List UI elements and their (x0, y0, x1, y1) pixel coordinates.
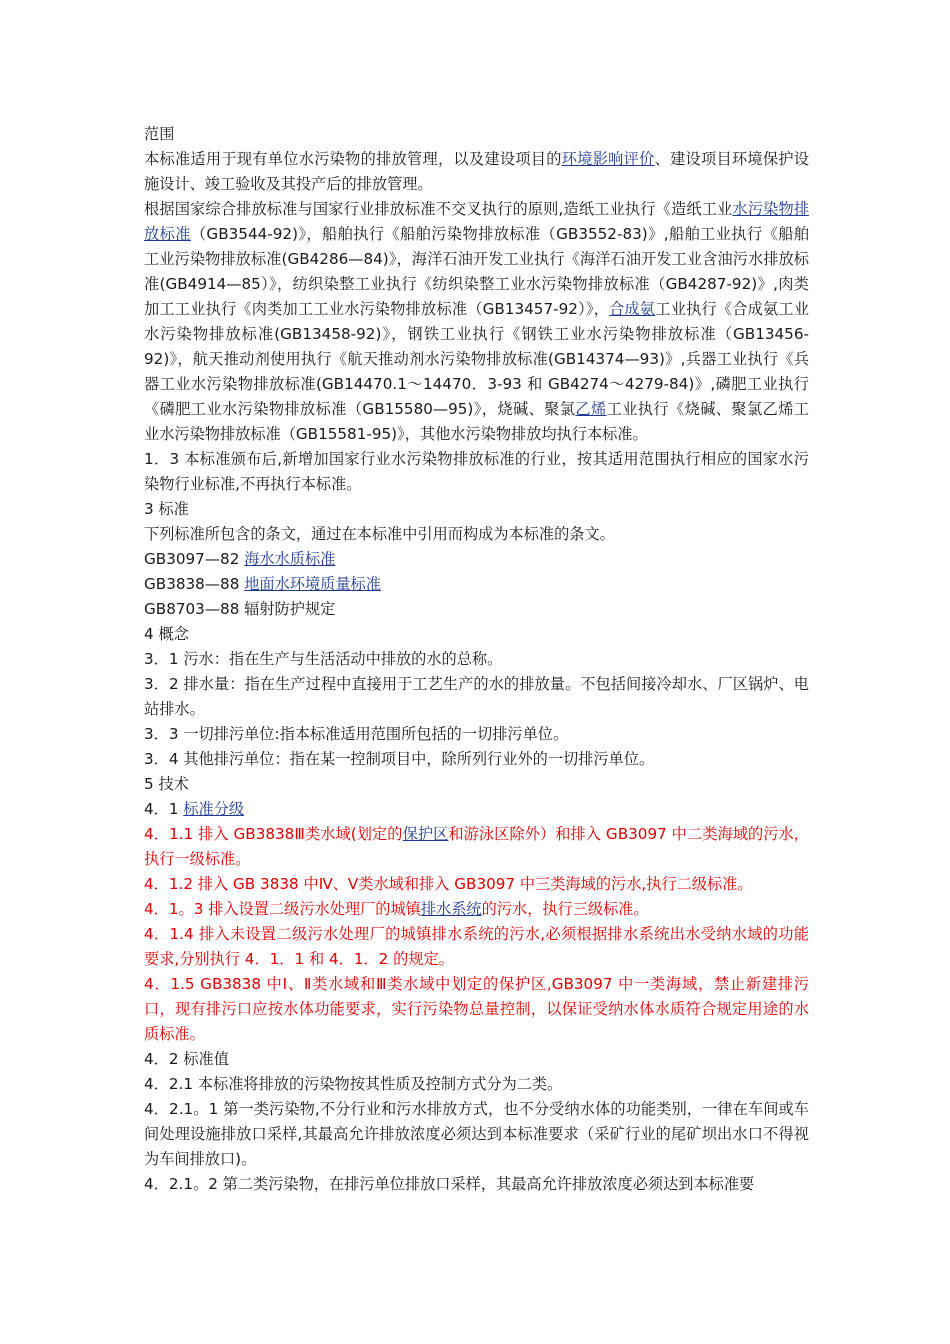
text-span: GB3838—88 (144, 575, 245, 593)
link-ammonia[interactable]: 合成氨 (609, 300, 656, 318)
text-span: 4．1 (144, 800, 184, 818)
text-span: GB3097—82 (144, 550, 245, 568)
clause-4-1-5: 4．1.5 GB3838 中Ⅰ、Ⅱ类水域和Ⅲ类水域中划定的保护区,GB3097 中一类海域，禁止新建排污口，现有排污口应按水体功能要求，实行污染物总量控制，以保证受纳水体水质符合规定用途的水质标准。 (144, 975, 809, 1043)
heading-4: 4 概念 (144, 625, 189, 643)
reference-1 (144, 547, 809, 572)
clause-4-1-1 (144, 822, 809, 872)
text-span: 工业执行《合成氨工业水污染物排放标准(GB13458-92)》，钢铁工业执行《钢铁工业水污染物排放标准（GB13456-92)》，航天推动剂使用执行《航天推动剂水污染物排放标准(GB14374—93)》,兵器工业执行《兵器工业水污染物排放标准(GB14470.1～14470．3-93 和 GB4274～4279-84)》,磷肥工业执行《磷肥工业水污染物排放标准（GB15580—95)》，烧碱、聚氯 (144, 300, 810, 418)
clause-4-2-1-1: 4．2.1。1 第一类污染物,不分行业和污水排放方式，也不分受纳水体的功能类别，一律在车间或车间处理设施排放口采样,其最高允许排放浓度必须达到本标准要求（采矿行业的尾矿坝出水口不得视为车间排放口)。 (144, 1100, 809, 1168)
text-span: （GB3544-92)》，船舶执行《船舶污染物排放标准（GB3552-83)》,船舶工业执行《船舶工业污染物排放标准(GB4286—84)》，海洋石油开发工业执行《海洋石油开发工业含油污水排放标准(GB4914—85）》，纺织染整工业执行《纺织染整工业水污染物排放标准（GB4287-92)》,肉类加工工业执行《肉类加工工业水污染物排放标准（GB13457-92）》， (144, 225, 810, 318)
heading-3: 3 标准 (144, 500, 189, 518)
link-eia[interactable]: 环境影响评价 (561, 150, 655, 168)
clause-4-2-1: 4．2.1 本标准将排放的污染物按其性质及控制方式分为二类。 (144, 1075, 563, 1093)
document-body (144, 122, 809, 1197)
text-span: 4．1.1 排入 GB3838Ⅲ类水域(划定的 (144, 825, 403, 843)
text-span: 根据国家综合排放标准与国家行业排放标准不交叉执行的原则,造纸工业执行《造纸工业 (144, 200, 733, 218)
definition-3-4: 3．4 其他排污单位：指在某一控制项目中，除所列行业外的一切排污单位。 (144, 750, 655, 768)
paragraph-industry-standards (144, 197, 809, 447)
heading-scope: 范围 (144, 125, 175, 143)
text-span: 本标准适用于现有单位水污染物的排放管理，以及建设项目的 (144, 150, 562, 168)
definition-3-2: 3．2 排水量：指在生产过程中直接用于工艺生产的水的排放量。不包括间接冷却水、厂区锅炉、电站排水。 (144, 675, 809, 718)
clause-4-2-1-2: 4．2.1。2 第二类污染物，在排污单位排放口采样，其最高允许排放浓度必须达到本标准要 (144, 1175, 755, 1193)
clause-4-1-2: 4．1.2 排入 GB 3838 中Ⅳ、Ⅴ类水域和排入 GB3097 中三类海域的污水,执行二级标准。 (144, 875, 753, 893)
link-seawater-standard[interactable]: 海水水质标准 (244, 550, 336, 568)
definition-3-3: 3．3 一切排污单位:指本标准适用范围所包括的一切排污单位。 (144, 725, 569, 743)
text-span: 、建设项目环境保护设施设计、竣工验收及其投产后的排放管理。 (144, 150, 810, 193)
section-4-2: 4．2 标准值 (144, 1050, 229, 1068)
clause-4-1-3 (144, 897, 809, 922)
text-span: 和游泳区除外）和排入 GB3097 中二类海域的污水，执行一级标准。 (144, 825, 809, 868)
paragraph-1-3: 1．3 本标准颁布后,新增加国家行业水污染物排放标准的行业，按其适用范围执行相应的国家水污染物行业标准,不再执行本标准。 (144, 450, 809, 493)
link-standard-grading[interactable]: 标准分级 (183, 800, 245, 818)
text-span: 4．1。3 排入设置二级污水处理厂的城镇 (144, 900, 421, 918)
reference-3: GB8703—88 辐射防护规定 (144, 600, 336, 618)
paragraph-3-intro: 下列标准所包含的条文，通过在本标准中引用而构成为本标准的条文。 (144, 525, 615, 543)
clause-4-1-4: 4．1.4 排入未设置二级污水处理厂的城镇排水系统的污水,必须根据排水系统出水受纳水域的功能要求,分别执行 4．1．1 和 4．1．2 的规定。 (144, 925, 809, 968)
link-drainage-system[interactable]: 排水系统 (420, 900, 482, 918)
link-water-pollutant-standard[interactable]: 水污染物排放标准 (144, 200, 810, 243)
text-span: 的污水，执行三级标准。 (481, 900, 649, 918)
link-protected-area[interactable]: 保护区 (402, 825, 449, 843)
text-span: 工业执行《烧碱、聚氯乙烯工业水污染物排放标准（GB15581-95)》，其他水污染物排放均执行本标准。 (144, 400, 809, 443)
paragraph-scope (144, 147, 809, 197)
reference-2 (144, 572, 809, 597)
definition-3-1: 3．1 污水：指在生产与生活活动中排放的水的总称。 (144, 650, 503, 668)
link-ethylene[interactable]: 乙烯 (575, 400, 607, 418)
heading-5: 5 技术 (144, 775, 189, 793)
section-4-1 (144, 797, 809, 822)
link-surface-water-standard[interactable]: 地面水环境质量标准 (244, 575, 381, 593)
